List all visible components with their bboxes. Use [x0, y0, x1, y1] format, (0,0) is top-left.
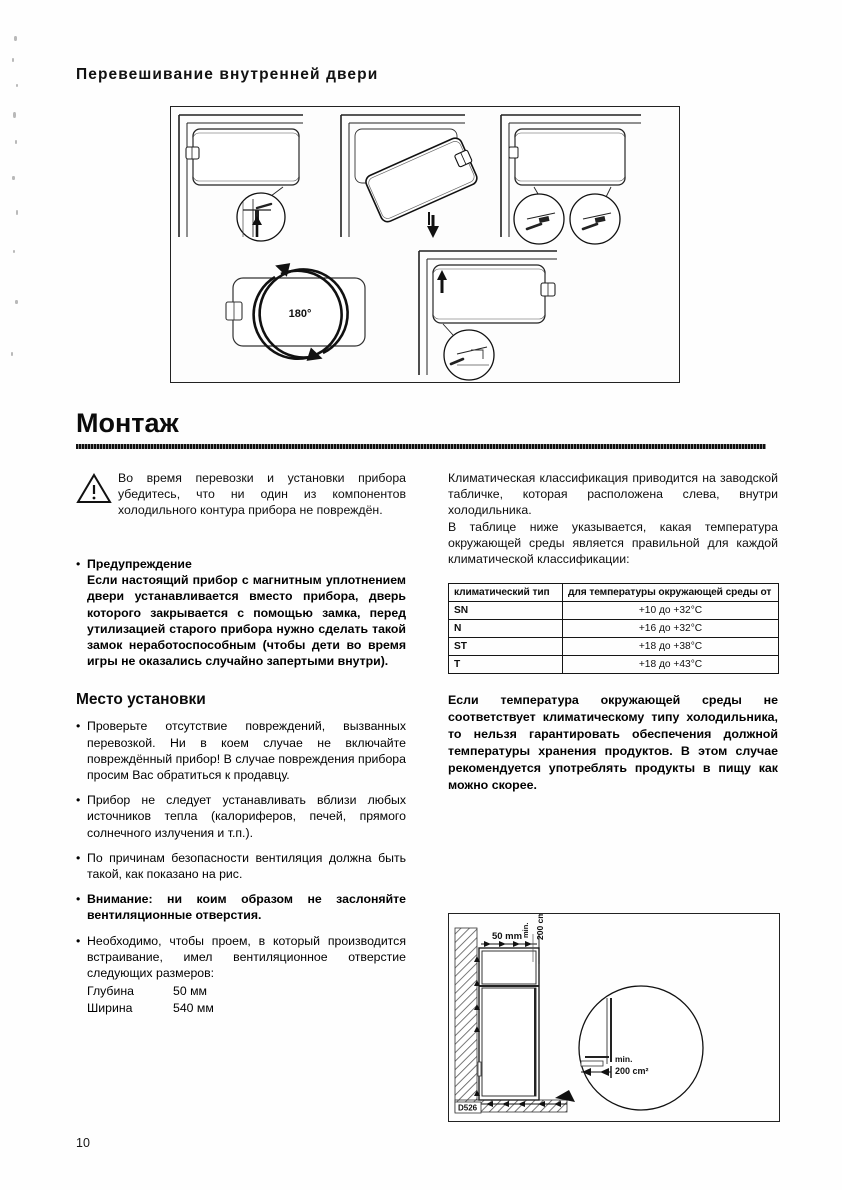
bullet-marker: •	[76, 719, 81, 734]
bullet-marker: •	[76, 850, 81, 865]
figure-code-label: D526	[458, 1103, 478, 1113]
scan-artifact	[12, 58, 14, 62]
table-row	[449, 602, 779, 620]
scan-artifact	[13, 250, 15, 253]
vent-area-label-top: 200 cm²	[535, 914, 545, 940]
cell-temperature-range: +18 до +38°C	[563, 638, 779, 656]
cell-climate-type: T	[449, 656, 563, 674]
list-item	[76, 891, 406, 923]
right-column	[448, 470, 778, 794]
rotation-angle-label: 180°	[288, 308, 312, 320]
ventilation-diagram	[448, 913, 780, 1122]
chapter-title: Монтаж	[76, 408, 179, 438]
dimension-label: Ширина	[87, 1000, 133, 1015]
scan-artifact	[13, 112, 16, 118]
scan-artifact	[12, 176, 15, 180]
detail-circle	[579, 986, 703, 1110]
scan-artifact	[11, 352, 13, 356]
installation-place-heading: Место установки	[76, 691, 206, 709]
bullet-marker: •	[76, 557, 81, 571]
caution-text: Если настоящий прибор с магнитным уплотнением двери устанавливается вместо прибора, дверь которого закрывается с помощью замка, перед утилизацией старого прибора нужно сделать такой замок неработоспособным (чтобы дети во время игры не оказались случайно запертыми внутри).	[87, 573, 406, 669]
caution-bullet-body	[87, 556, 406, 669]
climate-class-table	[448, 583, 779, 674]
caution-heading: Предупреждение	[87, 557, 192, 571]
panel-step-5	[419, 251, 557, 380]
scan-artifact	[15, 300, 18, 304]
cell-temperature-range: +10 до +32°C	[563, 602, 779, 620]
wall-hatch	[455, 928, 477, 1112]
list-item	[76, 718, 406, 783]
cell-temperature-range: +16 до +32°C	[563, 620, 779, 638]
panel-step-1	[179, 115, 303, 241]
climate-intro-paragraph-1: Климатическая классификация приводится на заводской табличке, которая расположена слева, внутри холодильника.	[448, 471, 778, 518]
list-item-text: Прибор не следует устанавливать вблизи любых источников тепла (калориферов, печей, прямого солнечного излучения и т.п.).	[87, 793, 406, 840]
dimension-row	[87, 983, 406, 1000]
door-reversal-section-title: Перевешивание внутренней двери	[76, 66, 379, 83]
dimension-label: Глубина	[87, 984, 134, 999]
climate-intro-paragraph-2: В таблице ниже указывается, какая температура окружающей среды является правильной для каждой климатической классификации:	[448, 519, 778, 567]
vent-min-label-top: min.	[521, 922, 530, 938]
column-header-climate-type: климатический тип	[449, 584, 563, 602]
ventilation-svg	[449, 914, 779, 1121]
door-reversal-diagram	[170, 106, 680, 383]
bullet-marker: •	[76, 793, 81, 808]
cell-climate-type: SN	[449, 602, 563, 620]
table-row	[449, 638, 779, 656]
transport-warning-text: Во время перевозки и установки прибора убедитесь, что ни один из компонентов холодильного контура прибора не повреждён.	[118, 471, 406, 518]
bullet-marker: •	[76, 933, 81, 948]
scan-artifact	[14, 36, 17, 41]
page-number: 10	[76, 1136, 90, 1150]
list-item	[76, 933, 406, 982]
cell-climate-type: ST	[449, 638, 563, 656]
table-row	[449, 620, 779, 638]
vent-area-label-detail: 200 cm²	[615, 1066, 649, 1076]
chapter-divider	[76, 444, 766, 449]
list-item	[76, 792, 406, 841]
dimension-value: 540 мм	[173, 1000, 214, 1015]
scan-artifact	[16, 210, 18, 215]
list-item	[76, 850, 406, 882]
vent-min-label-detail: min.	[615, 1054, 633, 1064]
list-item-text: Необходимо, чтобы проем, в который производится встраивание, имел вентиляционное отверстие следующих размеров:	[87, 933, 406, 981]
panel-step-2	[341, 115, 481, 238]
list-item-text: По причинам безопасности вентиляция должна быть такой, как показано на рис.	[87, 850, 406, 882]
door-reversal-svg	[171, 107, 679, 382]
scan-artifact	[15, 140, 17, 144]
dimension-row	[87, 1000, 406, 1017]
vent-depth-label: 50 mm	[491, 931, 523, 942]
caution-bullet	[76, 556, 406, 669]
table-row	[449, 656, 779, 674]
scan-artifact	[16, 84, 18, 87]
dimensions-list	[87, 983, 406, 1016]
bullet-marker: •	[76, 892, 81, 907]
left-column	[76, 470, 406, 1016]
list-item-text: Внимание: ни коим образом не заслоняйте вентиляционные отверстия.	[87, 892, 406, 923]
cell-climate-type: N	[449, 620, 563, 638]
climate-mismatch-paragraph: Если температура окружающей среды не соответствует климатическому типу холодильника, то нельзя гарантировать обеспечения должной температуры хранения продуктов. В этом случае рекомендуется употреблять продукты в пищу как можно скорее.	[448, 693, 778, 793]
panel-step-4-rotate	[226, 260, 365, 365]
list-item-text: Проверьте отсутствие повреждений, вызванных перевозкой. Ни в коем случае не включайте повреждённый прибор! В случае повреждения прибора просим Вас обратиться к продавцу.	[87, 719, 406, 783]
dimension-value: 50 мм	[173, 984, 208, 999]
cell-temperature-range: +18 до +43°C	[563, 656, 779, 674]
transport-warning-block	[76, 470, 406, 534]
column-header-temperature-range: для температуры окружающей среды от	[563, 584, 779, 602]
warning-triangle-icon	[76, 472, 112, 504]
panel-step-3	[501, 115, 641, 244]
table-header-row	[449, 584, 779, 602]
